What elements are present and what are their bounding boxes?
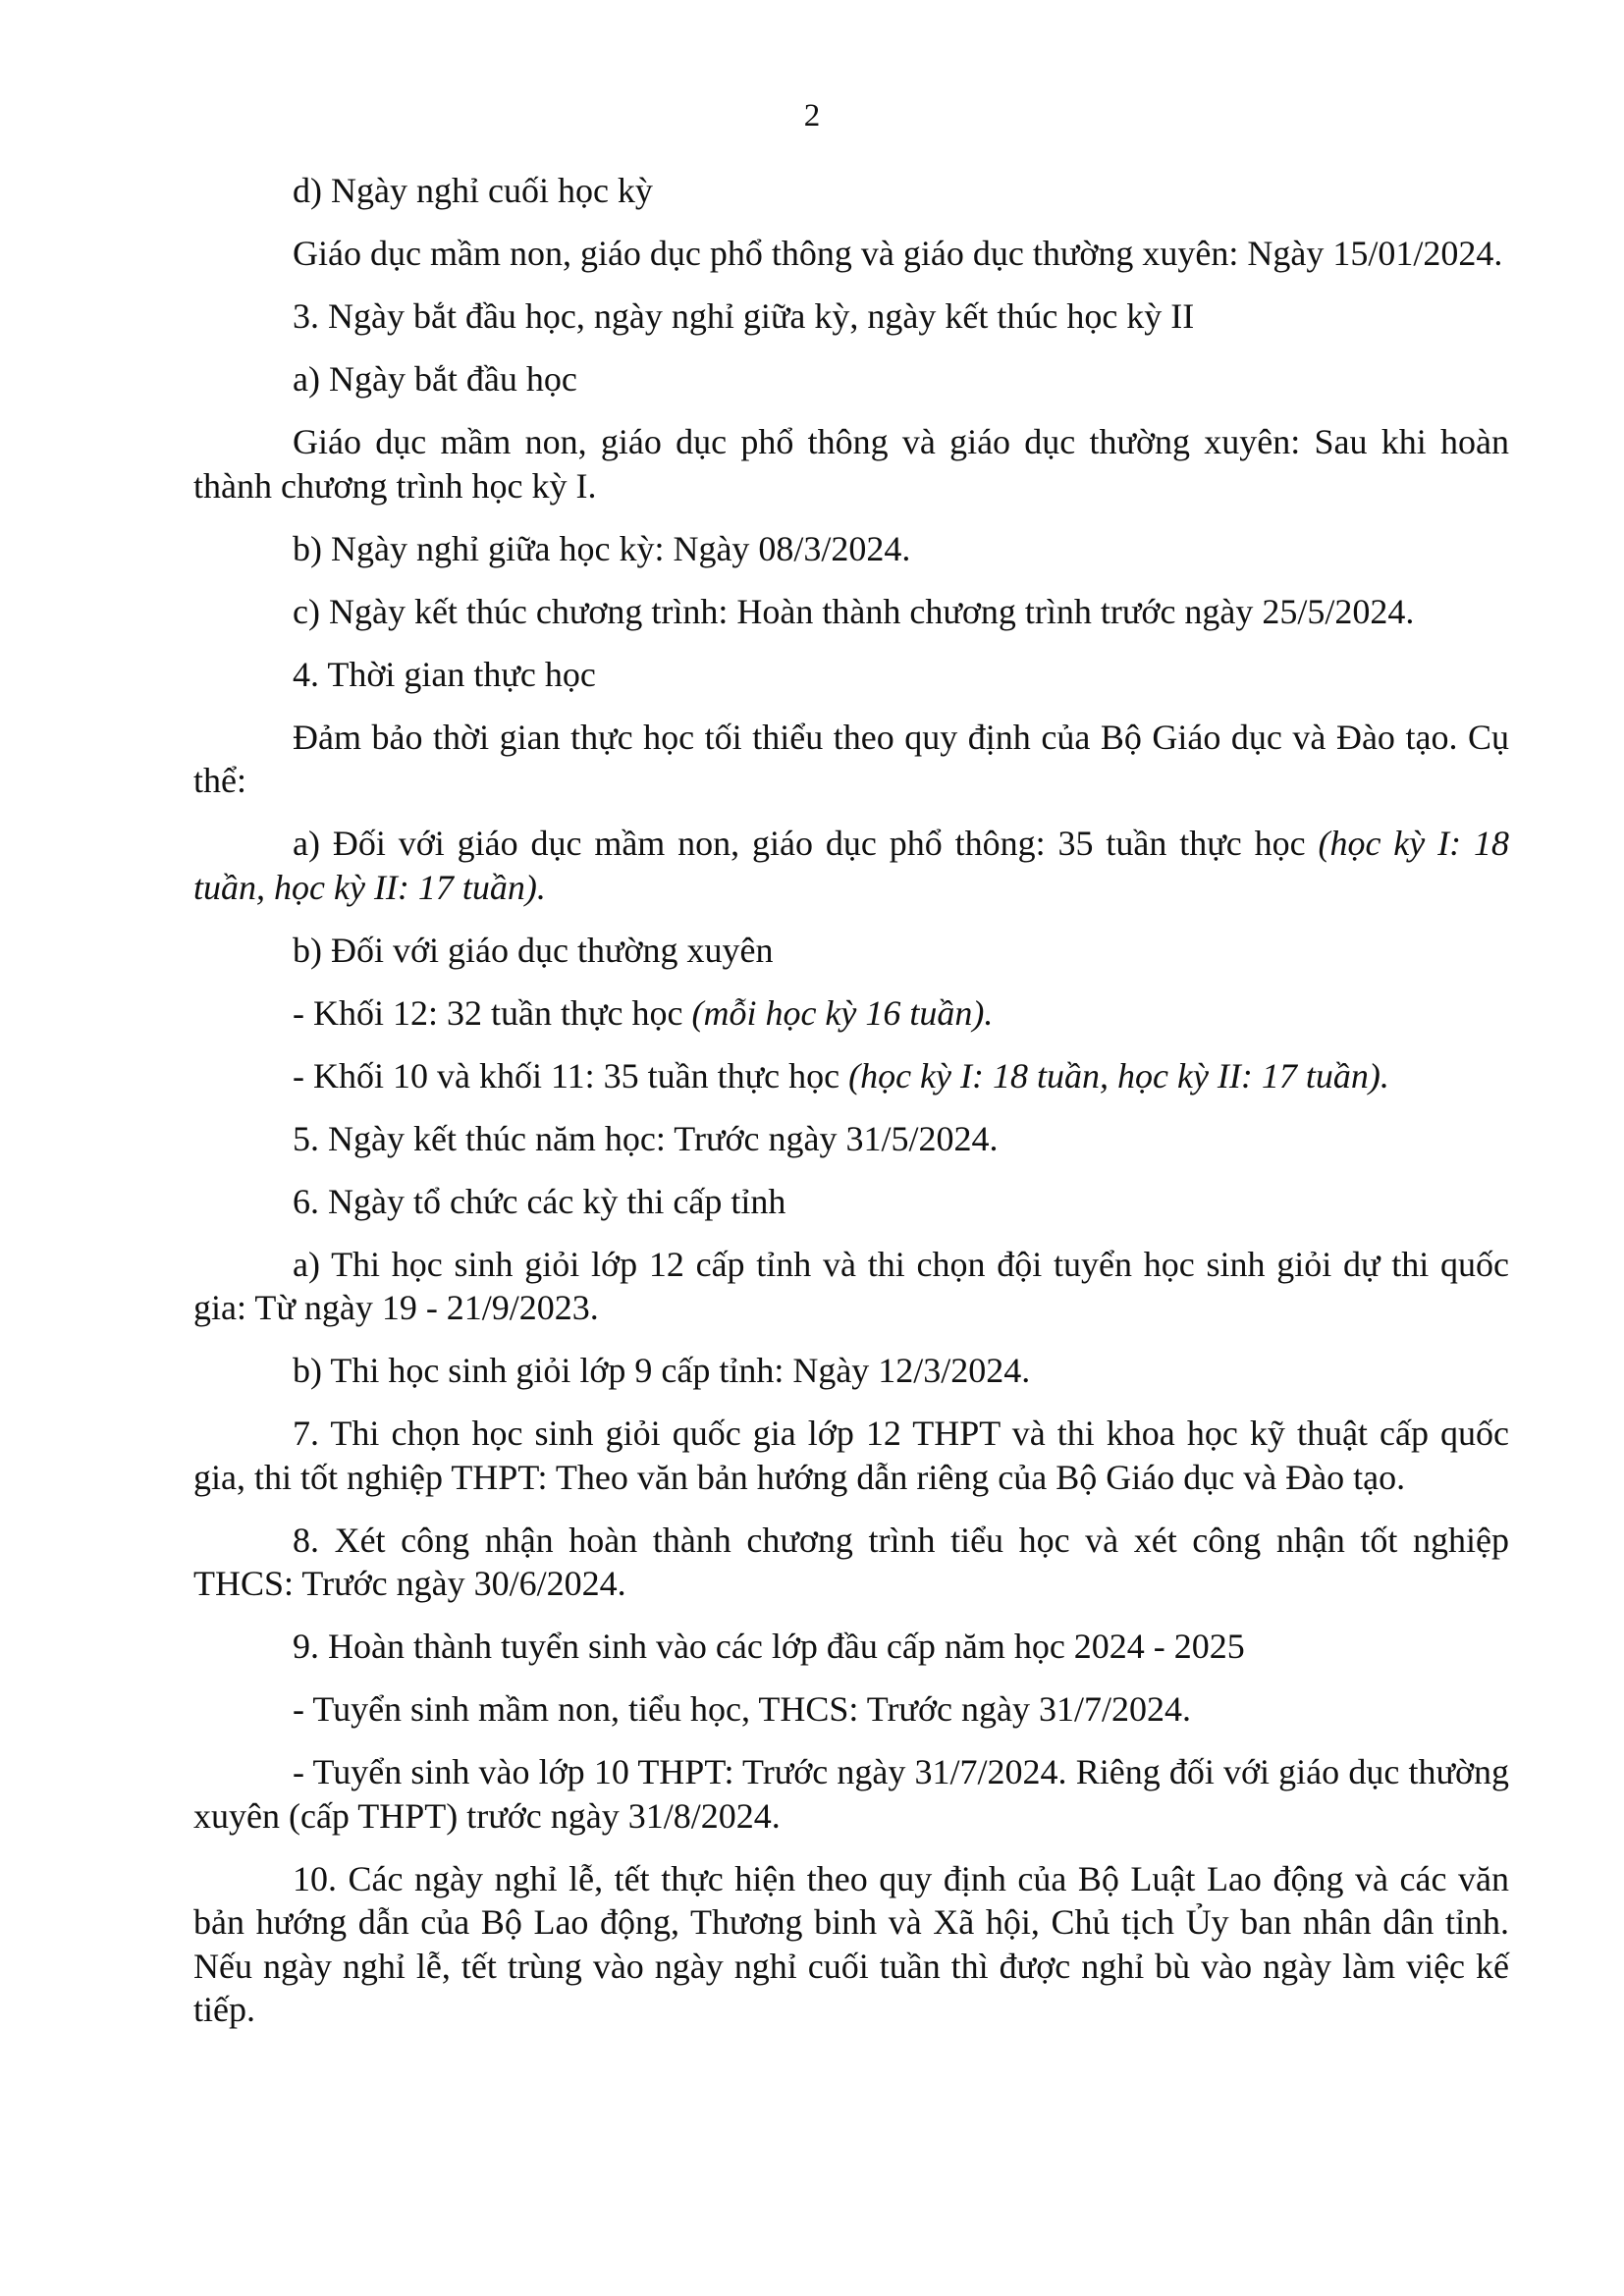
paragraph: Giáo dục mầm non, giáo dục phổ thông và giáo dục thường xuyên: Sau khi hoàn thành chương trình học kỳ I. bbox=[193, 422, 1509, 506]
paragraph: a) Ngày bắt đầu học bbox=[293, 359, 577, 399]
paragraph: - Tuyển sinh vào lớp 10 THPT: Trước ngày 31/7/2024. Riêng đối với giáo dục thường xuyên (cấp THPT) trước ngày 31/8/2024. bbox=[193, 1752, 1509, 1836]
paragraph: 6. Ngày tổ chức các kỳ thi cấp tỉnh bbox=[293, 1181, 786, 1221]
paragraph: b) Ngày nghỉ giữa học kỳ: Ngày 08/3/2024. bbox=[293, 528, 911, 568]
paragraph: 3. Ngày bắt đầu học, ngày nghỉ giữa kỳ, ngày kết thúc học kỳ II bbox=[293, 296, 1195, 336]
paragraph: a) Đối với giáo dục mầm non, giáo dục phổ thông: 35 tuần thực học (học kỳ I: 18 tuần, học kỳ II: 17 tuần). bbox=[193, 824, 1509, 907]
paragraph: - Tuyển sinh mầm non, tiểu học, THCS: Trước ngày 31/7/2024. bbox=[293, 1689, 1191, 1729]
paragraph: 9. Hoàn thành tuyển sinh vào các lớp đầu cấp năm học 2024 - 2025 bbox=[293, 1627, 1245, 1666]
paragraph: 5. Ngày kết thúc năm học: Trước ngày 31/5/2024. bbox=[293, 1118, 999, 1158]
paragraph: - Khối 12: 32 tuần thực học (mỗi học kỳ 16 tuần). bbox=[293, 992, 994, 1033]
italic-note: (mỗi học kỳ 16 tuần). bbox=[691, 992, 994, 1033]
paragraph: b) Đối với giáo dục thường xuyên bbox=[293, 930, 774, 970]
paragraph: 8. Xét công nhận hoàn thành chương trình tiểu học và xét công nhận tốt nghiệp THCS: Trước ngày 30/6/2024. bbox=[193, 1520, 1509, 1603]
paragraph: b) Thi học sinh giỏi lớp 9 cấp tỉnh: Ngày 12/3/2024. bbox=[293, 1351, 1031, 1390]
paragraph: Giáo dục mầm non, giáo dục phổ thông và giáo dục thường xuyên: Ngày 15/01/2024. bbox=[293, 234, 1503, 273]
paragraph: a) Thi học sinh giỏi lớp 12 cấp tỉnh và thi chọn đội tuyển học sinh giỏi dự thi quốc gia: Từ ngày 19 - 21/9/2023. bbox=[193, 1244, 1509, 1327]
italic-note: (học kỳ I: 18 tuần, học kỳ II: 17 tuần). bbox=[193, 824, 1509, 907]
paragraph: 7. Thi chọn học sinh giỏi quốc gia lớp 12 THPT và thi khoa học kỹ thuật cấp quốc gia, thi tốt nghiệp THPT: Theo văn bản hướng dẫn riêng của Bộ Giáo dục và Đào tạo. bbox=[193, 1414, 1509, 1497]
paragraph: Đảm bảo thời gian thực học tối thiểu theo quy định của Bộ Giáo dục và Đào tạo. Cụ thể: bbox=[193, 717, 1509, 800]
paragraph: c) Ngày kết thúc chương trình: Hoàn thành chương trình trước ngày 25/5/2024. bbox=[293, 591, 1415, 631]
page-number: 2 bbox=[803, 98, 821, 133]
paragraph: d) Ngày nghỉ cuối học kỳ bbox=[293, 171, 653, 210]
paragraph: 4. Thời gian thực học bbox=[293, 654, 596, 694]
italic-note: (học kỳ I: 18 tuần, học kỳ II: 17 tuần). bbox=[848, 1055, 1389, 1095]
paragraph: 10. Các ngày nghỉ lễ, tết thực hiện theo quy định của Bộ Luật Lao động và các văn bản hướng dẫn của Bộ Lao động, Thương binh và Xã hội, Chủ tịch Ủy ban nhân dân tỉnh. Nếu ngày nghỉ lễ, tết trùng vào ngày nghỉ cuối tuần thì được nghỉ bù vào ngày làm việc kế tiếp. bbox=[193, 1858, 1509, 2029]
document-body bbox=[193, 169, 1509, 2051]
paragraph: - Khối 10 và khối 11: 35 tuần thực học (học kỳ I: 18 tuần, học kỳ II: 17 tuần). bbox=[293, 1055, 1389, 1095]
